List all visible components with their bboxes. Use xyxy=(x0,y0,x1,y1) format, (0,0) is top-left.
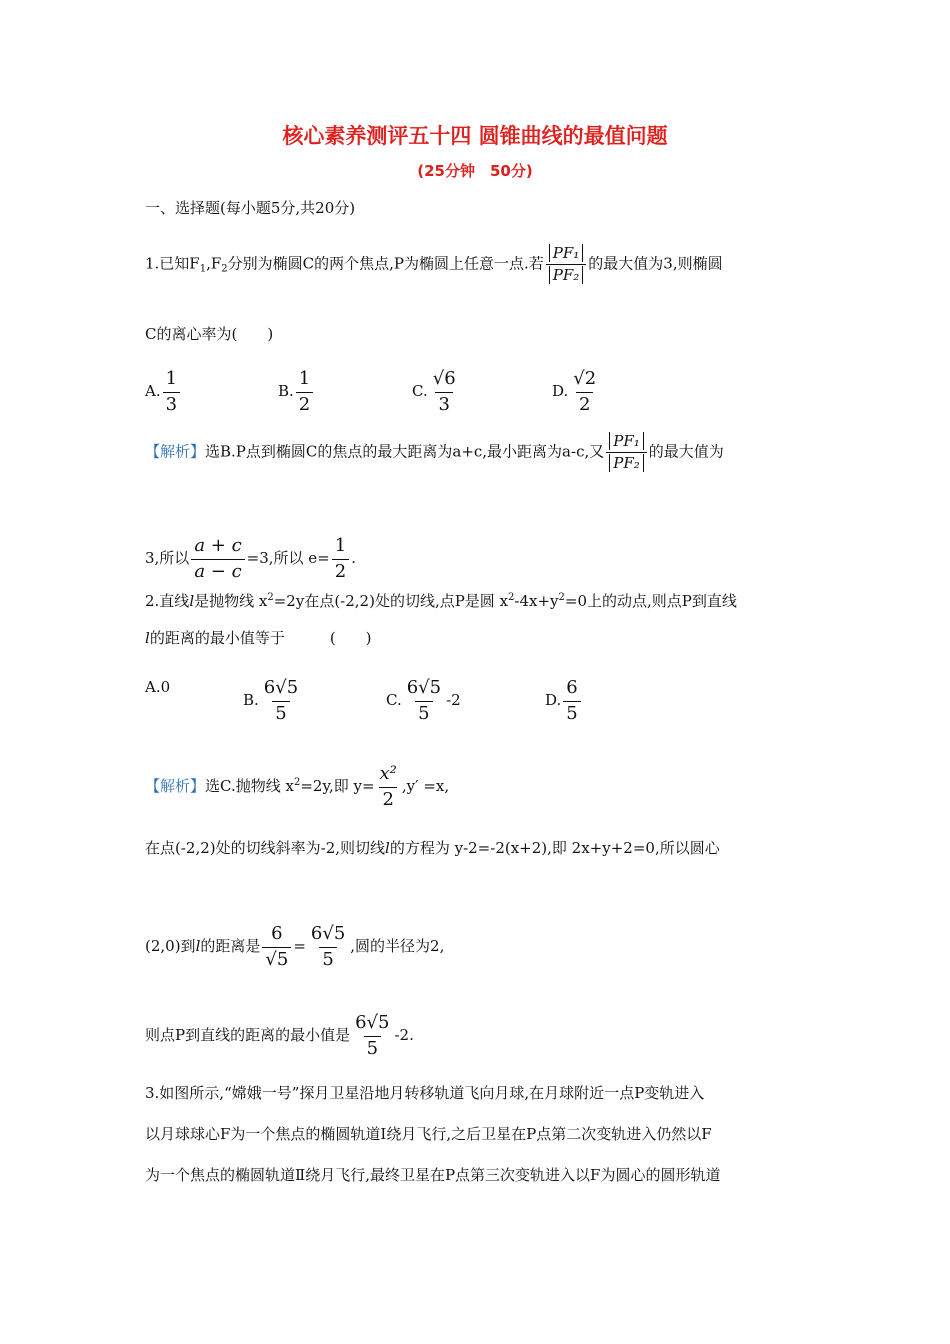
solution-tag: 【解析】 xyxy=(145,442,206,461)
q1-ratio-fraction: $\frac{\text{PF₁}}{\text{PF₂}}$ xyxy=(546,244,587,285)
q1-solution: 【解析】选B.P点到椭圆C的焦点的最大距离为a+c,最小距离为a-c,又 $\frac{\text{PF₁}}{\text{PF₂}}$ 的最大值为 xyxy=(145,432,724,472)
q3-line2: 以月球球心F为一个焦点的椭圆轨道Ⅰ绕月飞行,之后卫星在P点第二次变轨进入仍然以F xyxy=(145,1125,712,1143)
page-subtitle: (25分钟 50分) xyxy=(417,162,533,180)
q2-stem: 2.直线l是抛物线 $x^2=2y$在点(-2,2)处的切线,点P是圆 $x^2-4x+y^2=0$上的动点,则点P到直线 xyxy=(145,592,737,610)
q2-option-a: A.0 xyxy=(145,678,171,696)
section-heading: 一、选择题(每小题5分,共20分) xyxy=(145,199,356,217)
q1-stem: 1.已知$F_1,F_2$分别为椭圆C的两个焦点,P为椭圆上任意一点.若 $\frac{\text{PF₁}}{\text{PF₂}}$ 的最大值为3,则椭圆 xyxy=(145,244,723,284)
q1-solution-ratio: $\frac{\text{PF₁}}{\text{PF₂}}$ xyxy=(606,432,647,473)
q2-stem-line2: l的距离的最小值等于 ( ) xyxy=(145,629,372,647)
q2-solution-line4: 则点P到直线的距离的最小值是 $\frac{6√5}{5}$ -2. xyxy=(145,1012,414,1059)
q1-option-c: C. $\frac{√6}{3}$ xyxy=(412,368,456,415)
q2-option-c: C. $\frac{6√5}{5}$ -2 xyxy=(386,677,461,724)
q3-line1: 3.如图所示,“嫦娥一号”探月卫星沿地月转移轨道飞向月球,在月球附近一点P变轨进入 xyxy=(145,1084,705,1102)
q2-solution-line3: (2,0)到l的距离是 $\frac{6}{√5}$ = $\frac{6√5}{5}$ ,圆的半径为2, xyxy=(145,923,445,970)
q2-option-d: D. $\frac{6}{5}$ xyxy=(545,677,583,725)
solution-tag: 【解析】 xyxy=(145,777,206,795)
q2-option-b: B. $\frac{6√5}{5}$ xyxy=(243,677,299,724)
q1-solution-line2: 3,所以 $\frac{a + c}{a - c}$ =3,所以 e= $\frac{1}{2}$ . xyxy=(145,535,356,582)
q2-solution-line2: 在点(-2,2)处的切线斜率为-2,则切线l的方程为 y-2=-2(x+2),即 2x+y+2=0,所以圆心 xyxy=(145,839,720,857)
page-title: 核心素养测评五十四 圆锥曲线的最值问题 xyxy=(282,124,668,148)
q3-line3: 为一个焦点的椭圆轨道Ⅱ绕月飞行,最终卫星在P点第三次变轨进入以F为圆心的圆形轨道 xyxy=(145,1166,721,1184)
q1-stem-line2: C的离心率为( ) xyxy=(145,325,274,343)
q1-option-a: A. $\frac{1}{3}$ xyxy=(145,368,182,416)
q2-solution: 【解析】选C.抛物线 $x^2=2y$,即 y= $\frac{\text{x²}}{2}$ ,y′ =x, xyxy=(145,763,450,810)
q1-option-b: B. $\frac{1}{2}$ xyxy=(278,368,315,416)
q1-option-d: D. $\frac{√2}{2}$ xyxy=(552,368,597,415)
